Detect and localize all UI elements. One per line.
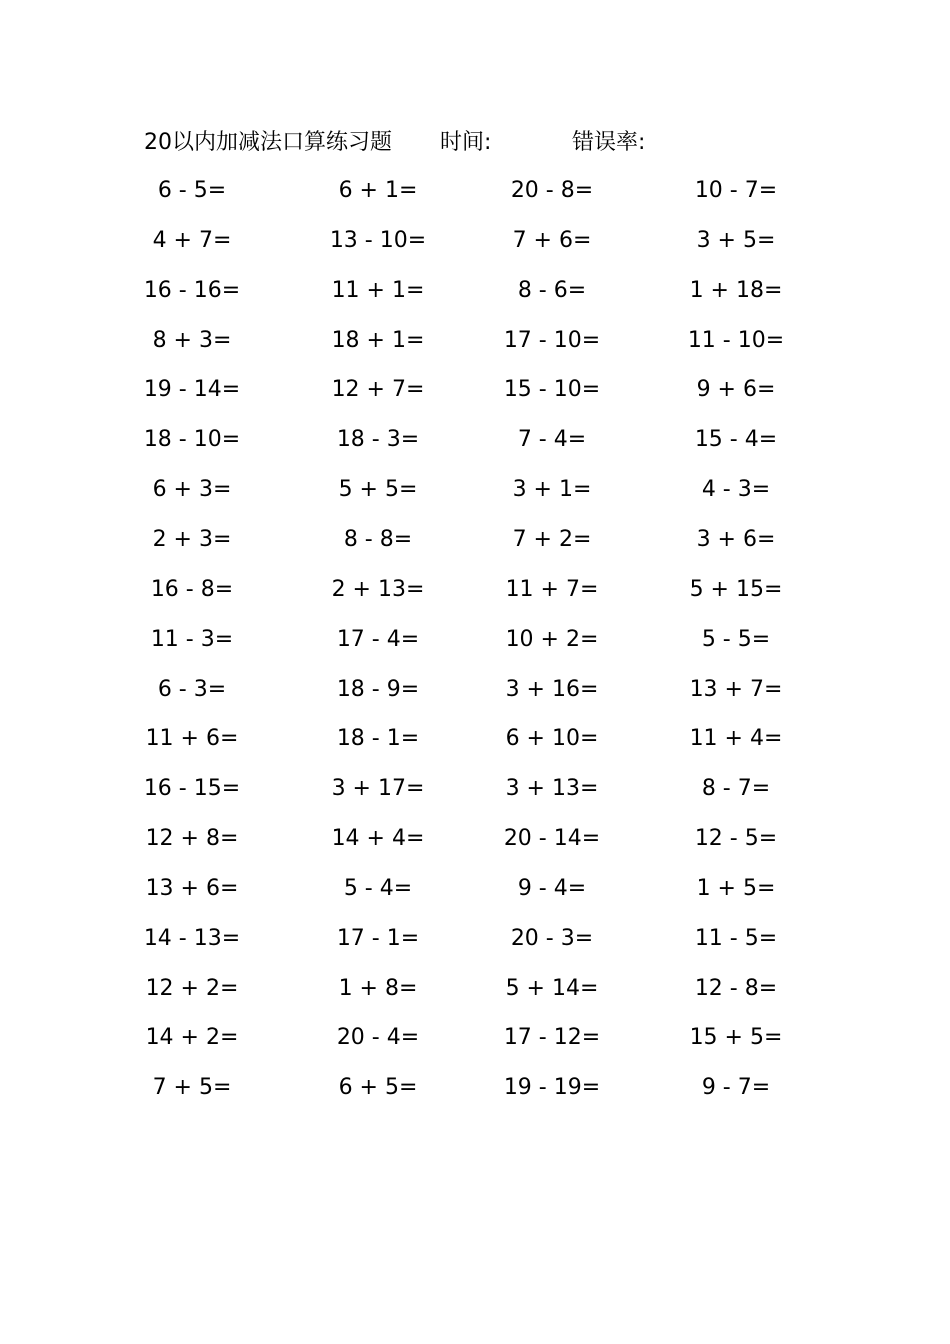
math-problem: 2 + 3= <box>152 526 232 552</box>
math-problem: 13 + 6= <box>145 875 239 901</box>
math-problem: 11 + 7= <box>505 576 599 602</box>
math-problem: 8 - 8= <box>343 526 413 552</box>
math-problem: 6 + 1= <box>338 178 418 203</box>
math-problem: 13 - 10= <box>329 227 427 253</box>
math-problem: 15 - 4= <box>694 427 778 453</box>
math-problem: 20 - 3= <box>510 925 594 951</box>
math-problem: 20 - 4= <box>336 1025 420 1051</box>
math-problem: 17 - 10= <box>503 327 601 353</box>
math-problem: 16 - 16= <box>143 277 241 303</box>
math-problem: 11 + 6= <box>145 726 239 752</box>
math-problem: 14 + 4= <box>331 826 425 852</box>
problem-row <box>0 822 950 856</box>
math-problem: 16 - 15= <box>143 776 241 802</box>
math-problem: 5 + 15= <box>689 576 783 602</box>
math-problem: 13 + 7= <box>689 676 783 702</box>
math-problem: 17 - 12= <box>503 1025 601 1051</box>
math-problem: 17 - 4= <box>336 626 420 652</box>
math-problem: 8 - 7= <box>701 776 771 802</box>
math-problem: 12 + 2= <box>145 975 239 1001</box>
math-problem: 12 - 8= <box>694 975 778 1001</box>
math-problem: 4 - 3= <box>701 477 771 503</box>
problem-row <box>0 1021 950 1055</box>
math-problem: 11 - 5= <box>694 925 778 951</box>
math-problem: 11 - 10= <box>687 327 785 353</box>
math-problem: 18 - 9= <box>336 676 420 702</box>
math-problem: 5 + 14= <box>505 975 599 1001</box>
math-problem: 1 + 8= <box>338 975 418 1001</box>
math-problem: 19 - 14= <box>143 377 241 403</box>
math-problem: 2 + 13= <box>331 576 425 602</box>
math-problem: 7 + 2= <box>512 526 592 552</box>
worksheet-title: 20以内加减法口算练习题 <box>144 130 392 155</box>
math-problem: 16 - 8= <box>150 576 234 602</box>
problem-row <box>0 224 950 258</box>
math-problem: 3 + 6= <box>696 526 776 552</box>
math-problem: 15 + 5= <box>689 1025 783 1051</box>
math-problem: 6 - 3= <box>157 676 227 702</box>
problem-row <box>0 274 950 308</box>
math-problem: 8 + 3= <box>152 327 232 353</box>
math-problem: 14 - 13= <box>143 925 241 951</box>
problem-row <box>0 722 950 756</box>
problem-row <box>0 473 950 507</box>
math-problem: 11 - 3= <box>150 626 234 652</box>
math-problem: 1 + 5= <box>696 875 776 901</box>
math-problem: 3 + 5= <box>696 227 776 253</box>
math-problem: 11 + 4= <box>689 726 783 752</box>
time-label: 时间: <box>440 130 492 155</box>
math-problem: 10 - 7= <box>694 178 778 203</box>
problem-row <box>0 373 950 407</box>
problem-row <box>0 772 950 806</box>
math-problem: 5 + 5= <box>338 477 418 503</box>
math-problem: 12 + 7= <box>331 377 425 403</box>
math-problem: 3 + 17= <box>331 776 425 802</box>
math-problem: 1 + 18= <box>689 277 783 303</box>
math-problem: 15 - 10= <box>503 377 601 403</box>
problem-row <box>0 573 950 607</box>
math-problem: 7 + 5= <box>152 1075 232 1101</box>
problem-row <box>0 1071 950 1105</box>
math-problem: 3 + 13= <box>505 776 599 802</box>
problem-row <box>0 623 950 657</box>
problem-row <box>0 174 950 208</box>
math-problem: 5 - 5= <box>701 626 771 652</box>
math-problem: 3 + 1= <box>512 477 592 503</box>
problem-row <box>0 972 950 1006</box>
math-problem: 3 + 16= <box>505 676 599 702</box>
math-problem: 17 - 1= <box>336 925 420 951</box>
math-problem: 20 - 14= <box>503 826 601 852</box>
math-problem: 9 - 4= <box>517 875 587 901</box>
math-problem: 12 - 5= <box>694 826 778 852</box>
problem-row <box>0 324 950 358</box>
problem-row <box>0 872 950 906</box>
math-problem: 7 - 4= <box>517 427 587 453</box>
math-problem: 6 + 3= <box>152 477 232 503</box>
math-problem: 19 - 19= <box>503 1075 601 1101</box>
math-problem: 6 - 5= <box>157 178 227 203</box>
math-problem: 18 - 3= <box>336 427 420 453</box>
problem-row <box>0 673 950 707</box>
problem-row <box>0 922 950 956</box>
problem-row <box>0 523 950 557</box>
math-problem: 20 - 8= <box>510 178 594 203</box>
math-problem: 14 + 2= <box>145 1025 239 1051</box>
math-problem: 5 - 4= <box>343 875 413 901</box>
math-problem: 7 + 6= <box>512 227 592 253</box>
math-problem: 18 - 10= <box>143 427 241 453</box>
math-problem: 18 + 1= <box>331 327 425 353</box>
math-problem: 12 + 8= <box>145 826 239 852</box>
math-problem: 11 + 1= <box>331 277 425 303</box>
math-problem: 8 - 6= <box>517 277 587 303</box>
math-problem: 6 + 10= <box>505 726 599 752</box>
error-rate-label: 错误率: <box>572 130 646 155</box>
math-problem: 9 - 7= <box>701 1075 771 1101</box>
math-problem: 10 + 2= <box>505 626 599 652</box>
math-problem: 18 - 1= <box>336 726 420 752</box>
problem-row <box>0 423 950 457</box>
math-problem: 9 + 6= <box>696 377 776 403</box>
math-problem: 4 + 7= <box>152 227 232 253</box>
math-problem: 6 + 5= <box>338 1075 418 1101</box>
